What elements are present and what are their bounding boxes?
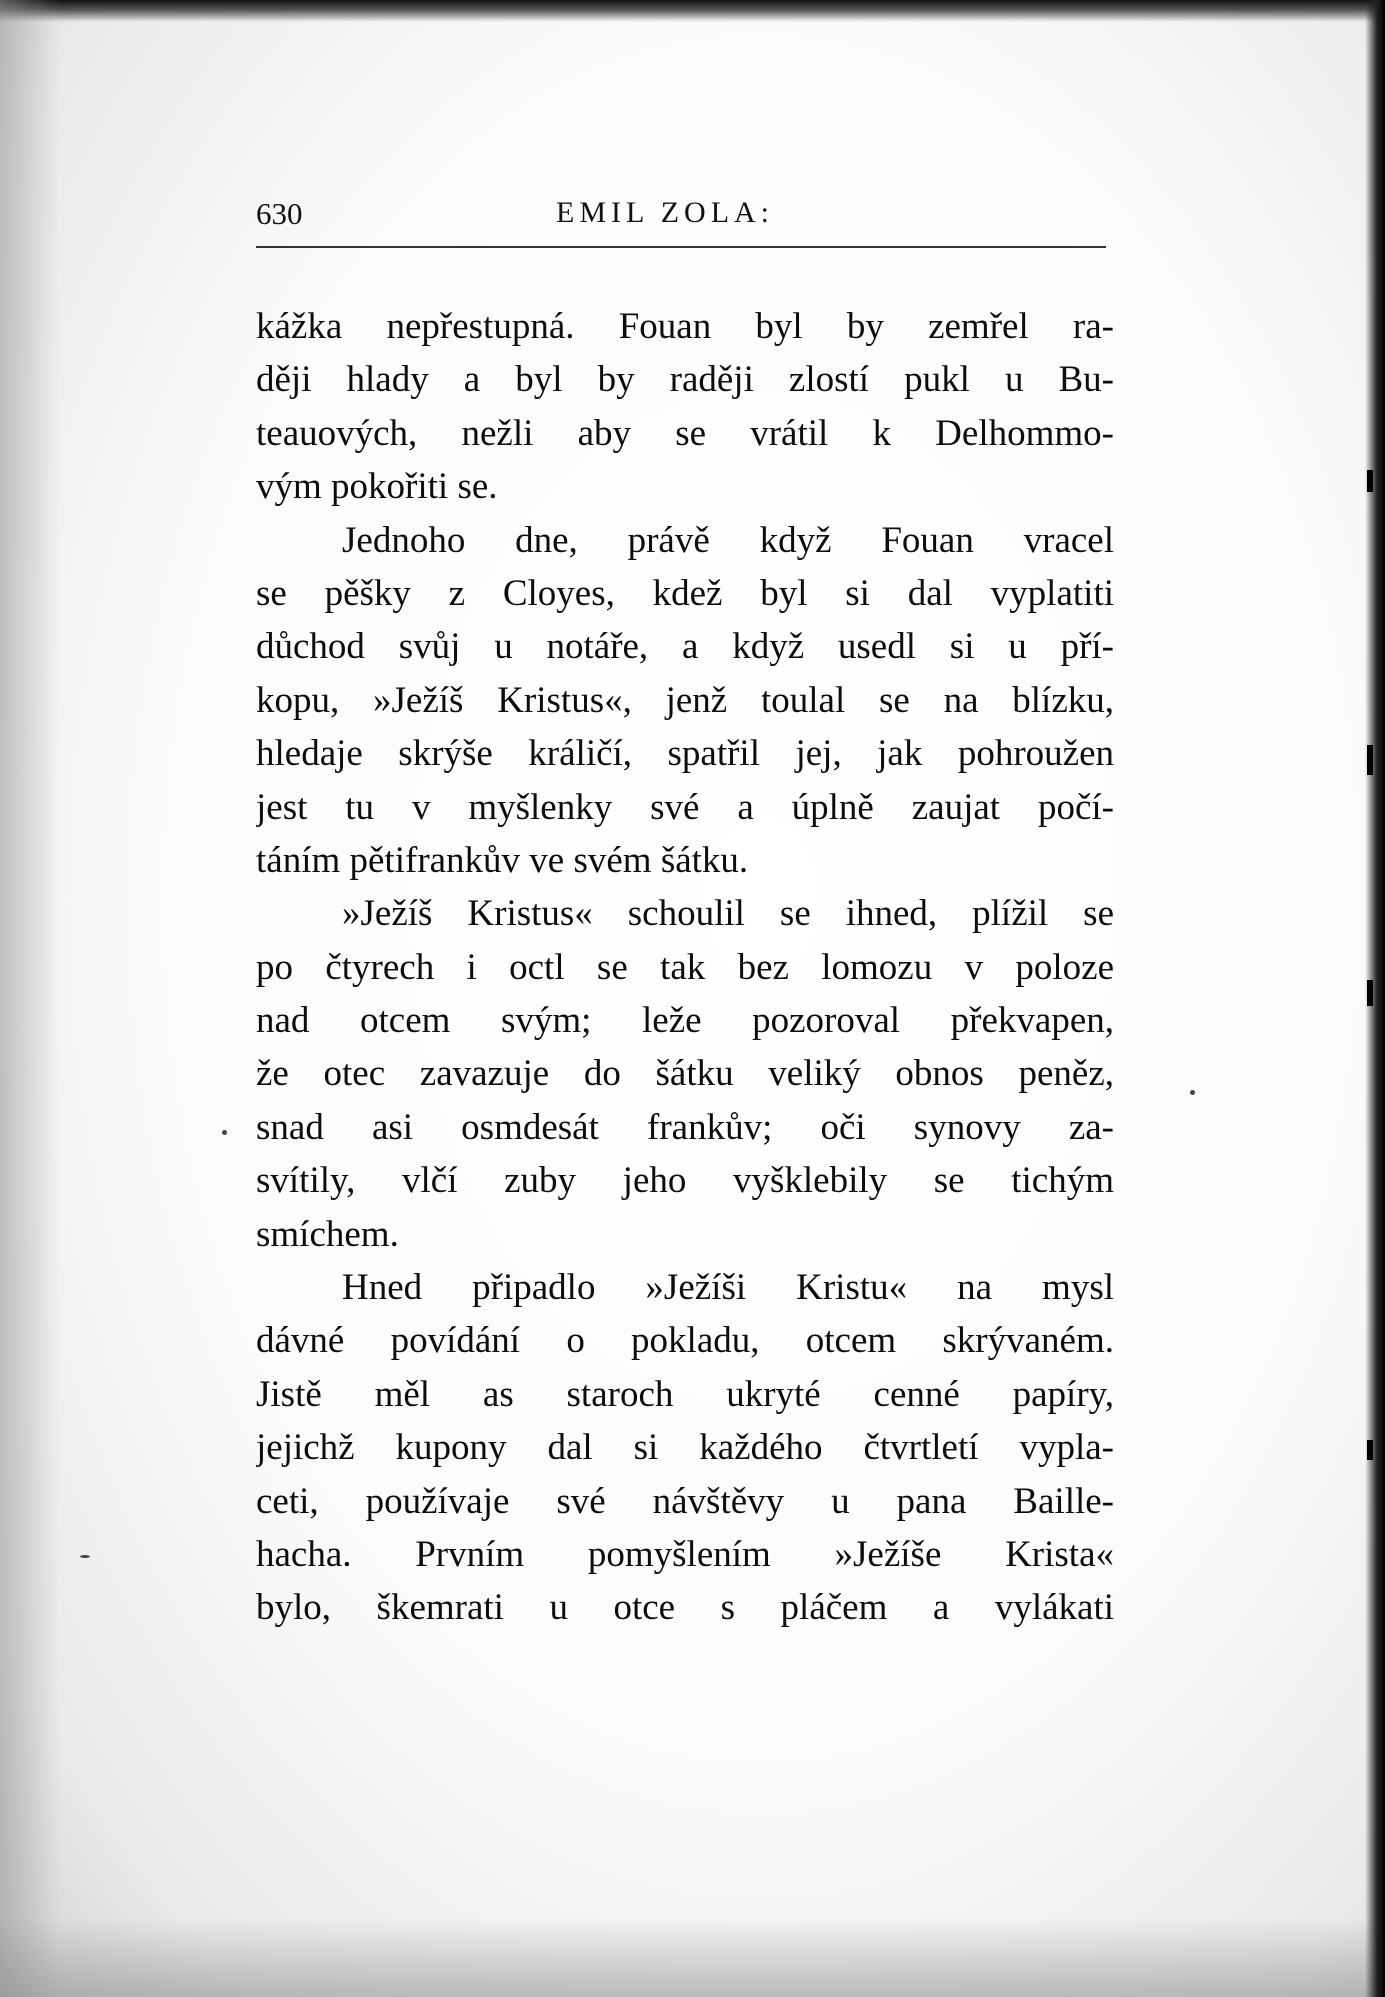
running-title: EMIL ZOLA: [556,196,775,229]
text-line: Jistě měl as staroch ukryté cenné papíry, [256,1373,1114,1415]
scan-mark [1367,980,1373,1006]
scan-mark [1367,1440,1373,1460]
scan-mark [1367,745,1373,775]
running-head [256,196,1114,236]
text-line: Hned připadlo »Ježíši Kristu« na mysl [342,1267,1114,1309]
scan-speck [80,1555,90,1558]
text-line: teauových, nežli aby se vrátil k Delhommo- [256,412,1114,454]
text-line: se pěšky z Cloyes, kdež byl si dal vyplatiti [256,572,1114,614]
scan-edge-bottom [0,1917,1385,1997]
header-rule [256,246,1106,248]
text-line: nad otcem svým; leže pozoroval překvapen, [256,1000,1114,1042]
text-line: že otec zavazuje do šátku veliký obnos peněz, [256,1053,1114,1095]
text-line: důchod svůj u notáře, a když usedl si u pří- [256,626,1114,668]
scan-edge-top [0,0,1385,22]
text-line: ceti, používaje své návštěvy u pana Baille- [256,1480,1114,1522]
text-line: svítily, vlčí zuby jeho vyšklebily se tichým [256,1160,1114,1202]
text-line: dávné povídání o pokladu, otcem skrývaném. [256,1320,1114,1362]
scan-edge-left [0,0,60,1997]
text-line: Jednoho dne, právě když Fouan vracel [342,519,1114,561]
text-line: kopu, »Ježíš Kristus«, jenž toulal se na blízku, [256,679,1114,721]
text-line: hledaje skrýše králičí, spatřil jej, jak pohroužen [256,733,1114,775]
scan-speck [1190,1090,1195,1095]
text-line: ději hlady a byl by raději zlostí pukl u Bu- [256,359,1114,401]
body-text [256,300,1114,1635]
text-line: snad asi osmdesát frankův; oči synovy za- [256,1106,1114,1148]
text-line: smíchem. [256,1213,399,1255]
text-line: po čtyrech i octl se tak bez lomozu v poloze [256,946,1114,988]
text-line: jest tu v myšlenky své a úplně zaujat počí- [256,786,1114,828]
text-line: bylo, škemrati u otce s pláčem a vylákati [256,1587,1114,1629]
text-line: hacha. Prvním pomyšlením »Ježíše Krista« [256,1533,1114,1575]
scan-mark [1367,470,1373,492]
text-line: kážka nepřestupná. Fouan byl by zemřel ra- [256,306,1114,347]
scan-speck [222,1130,227,1135]
page-number: 630 [256,196,303,231]
text-line: jejichž kupony dal si každého čtvrtletí vypla- [256,1427,1114,1469]
text-line: vým pokořiti se. [256,466,498,508]
text-line: »Ježíš Kristus« schoulil se ihned, plížil se [342,893,1114,935]
text-line: táním pětifrankův ve svém šátku. [256,839,749,881]
